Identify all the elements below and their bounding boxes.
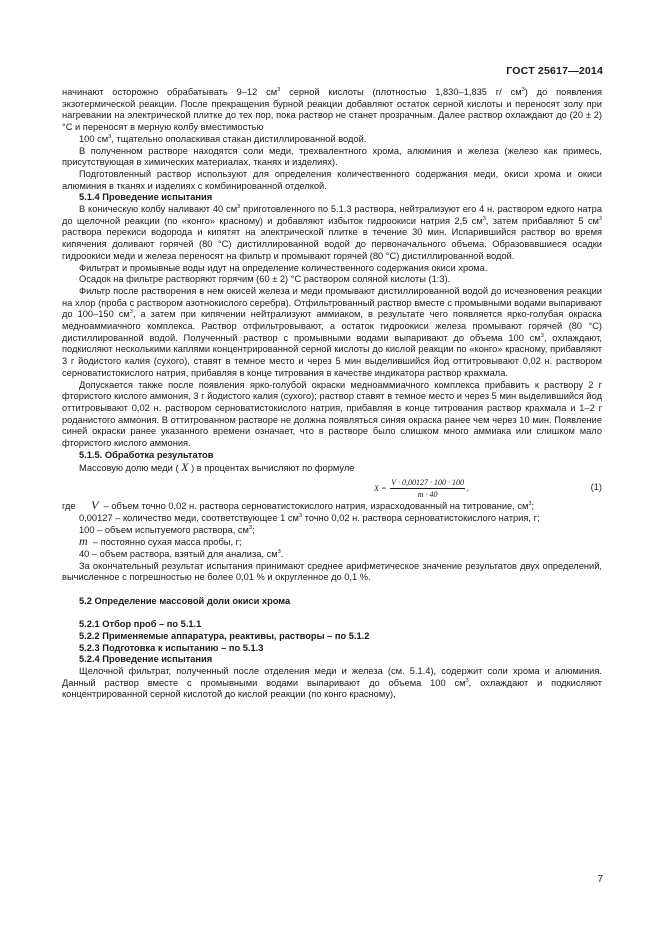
legend-item: 40 – объем раствора, взятый для анализа, $см^3$. — [79, 549, 284, 560]
paragraph: Фильтрат и промывные воды идут на определение количественного содержания окиси хрома. — [79, 262, 488, 273]
paragraph: 100 $см^3$, тщательно ополаскивая стакан дистиллированной водой. — [79, 133, 367, 144]
standard-header: ГОСТ 25617—2014 — [506, 65, 603, 77]
paragraph: В коническую колбу наливают 40 $см^3$ приготовленного по 5.1.3 раствора, нейтрализуют его 4 н. раствором едкого натра до щелочной реакции (по «конго» красному) и добавляют избыток гидроокиси натрия 2,5 $см^3$, затем прибавляют 5 $см^3$ раствора перекиси водорода и кипятят на электрической плитке в течение 30 мин. Испарившийся раствор во время кипячения доливают горячей (80 °С) дистиллированной водой до первоначального объема. Образовавшиеся осадки гидроокиси меди и железа переносят на фильтр и промывают горячей (80 °С) дистиллированной водой. — [62, 204, 602, 261]
paragraph: За окончательный результат испытания принимают среднее арифметическое значение результатов двух определений, вычисленное с погрешностью не более 0,01 % и округленное до 0,1 %. — [62, 560, 602, 583]
paragraph: Фильтр после растворения в нем окисей железа и меди промывают дистиллированной водой до исчезновения реакции на хлор (проба с раствором азотнокислого серебра). Отфильтрованный раствор вместе с промывными водами выпаривают до 100–150 $см^3$, а затем при кипячении нейтрализуют аммиаком, в результате чего появляется ярко-голубая окраска медноаммиачного комплекса. Раствор отфильтровывают, а остаток гидроокиси железа промывают горячей (80 °С) дистиллированной водой. Полученный раствор с промывными водами выпаривают до объема 100 $см^3$, охлаждают, подкисляют несколькими каплями концентрированной серной кислоты до кислой реакции по «конго» красному, прибавляют 3 г йодистого калия (сухого), ставят в темное место и через 5 мин выделившийся йод оттитровывают 0,02 н. раствором серноватистокислого натрия, прибавляя в конце титрования в качестве индикатора раствор крахмала. — [62, 285, 602, 378]
formula-fraction — [390, 478, 465, 499]
paragraph: В полученном растворе находятся соли меди, трехвалентного хрома, алюминия и железа (железо как примесь, присутствующая в химических материалах, тканях и изделиях). — [62, 145, 602, 168]
formula-numerator: V · 0,00127 · 100 · 100 — [391, 478, 465, 488]
legend-item: где V – объем точно 0,02 н. раствора серноватистокислого натрия, израсходованный на титрование, $см^3$; — [62, 498, 535, 513]
legend-item: m – постоянно сухая масса пробы, г; — [79, 534, 242, 549]
page-number: 7 — [597, 874, 603, 885]
section-heading: 5.2 Определение массовой доли окиси хрома — [79, 595, 291, 606]
section-heading: 5.2.1 Отбор проб – по 5.1.1 — [79, 619, 202, 630]
symbol-v: V — [91, 498, 99, 513]
paragraph: Подготовленный раствор используют для определения количественного содержания меди, окиси хрома и окиси алюминия в тканях и изделиях с комбинированной отделкой. — [62, 168, 602, 191]
formula-number: (1) — [590, 482, 602, 493]
paragraph: Массовую долю меди ( X ) в процентах вычисляют по формуле — [79, 459, 355, 474]
paragraph: Осадок на фильтре растворяют горячим (60 ± 2) °С раствором соляной кислоты (1:3). — [79, 274, 451, 285]
paragraph: Щелочной фильтрат, полученный после отделения меди и железа (см. 5.1.4), содержит соли хрома и алюминия. Данный раствор вместе с промывными водами выпаривают до объема 100 $см^3$, охлаждают и подкисляют концентрированной серной кислотой до кислой реакции (по конго красному), — [62, 666, 603, 700]
formula-denominator: m · 40 — [417, 490, 438, 500]
section-heading: 5.2.2 Применяемые аппаратура, реактивы, растворы – по 5.1.2 — [79, 630, 370, 641]
section-heading: 5.2.3 Подготовка к испытанию – по 5.1.3 — [79, 642, 264, 653]
formula-expression: X = $\frac{V \cdot 0,00127 \cdot 100 \cdot 100}{m \cdot 40}$ , — [374, 478, 470, 500]
legend-item: 100 – объем испытуемого раствора, $см^3$; — [79, 524, 255, 535]
document-body — [62, 87, 602, 701]
section-heading: 5.2.4 Проведение испытания — [79, 654, 213, 665]
legend-item: 0,00127 – количество меди, соответствующее 1 $см^3$ точно 0,02 н. раствора серноватистокислого натрия, г; — [79, 512, 540, 523]
section-heading: 5.1.4 Проведение испытания — [79, 192, 213, 203]
symbol-m: m — [79, 534, 88, 549]
section-heading: 5.1.5. Обработка результатов — [79, 449, 214, 460]
formula-1 — [62, 474, 602, 500]
paragraph: Допускается также после появления ярко-голубой окраски медноаммиачного комплекса прибавить к раствору 2 г фтористого кислого аммония, 3 г йодистого калия (сухого); раствор ставят в темное место и через 5 мин выделившийся йод оттитровывают 0,02 н. раствором серноватистокислого натрия, прибавляя в конце титрования раствор крахмала и 1–2 г роданистого аммония. В оттитрованном растворе не должна появляться синяя окраска ранее чем через 10 мин. Появление синей окраски ранее указанного времени означает, что в растворе было слишком много аммиака или слишком мало фтористого кислого аммония. — [62, 379, 602, 449]
paragraph: начинают осторожно обрабатывать 9–12 $см^3$ серной кислоты (плотностью 1,830–1,835 г/ $см^3$) до появления экзотермической реакции. После прекращения бурной реакции добавляют остаток серной кислоты и переносят золу при нагревании на электрической плитке до тех пор, пока раствор не станет прозрачным. Далее раствор охлаждают до (20 ± 2) °С и переносят в мерную колбу вместимостью — [62, 87, 602, 133]
symbol-x: X — [181, 459, 189, 474]
